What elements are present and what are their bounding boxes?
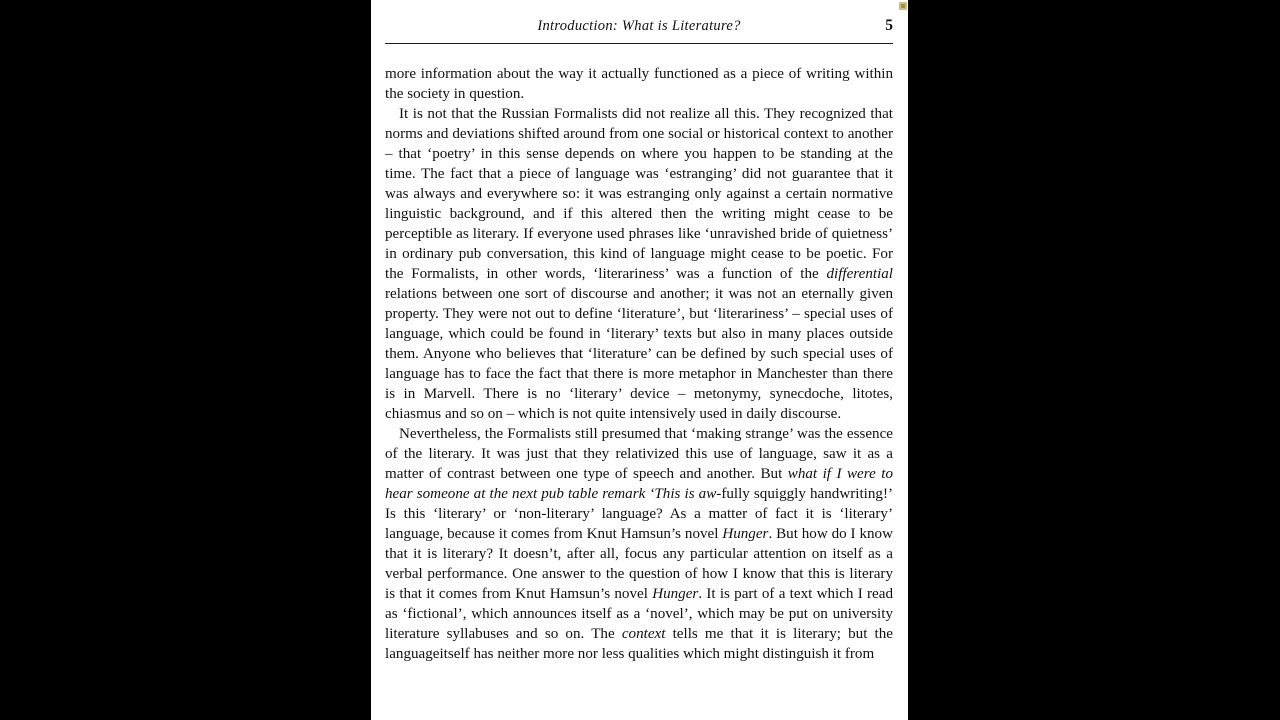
- paragraph-text-cont: tells me that it is literary; but the language: [385, 626, 894, 662]
- paragraph-nevertheless: [385, 424, 893, 664]
- emphasis-differential: differential: [826, 266, 893, 282]
- body-text-column: [385, 64, 893, 664]
- paragraph-continuation: [385, 64, 893, 104]
- emphasis-pub-remark: what if I were to hear someone at the next pub table remark ‘This is aw-: [385, 466, 893, 502]
- paragraph-text: more information about the way it actually functioned as a piece of writing within the society in question.: [385, 66, 893, 102]
- paragraph-text: Nevertheless, the Formalists still presumed that ‘making strange’ was the essence of the literary. It was just that they relativized this use of language, saw it as a matter of contrast between one type of speech and another. But: [385, 426, 893, 482]
- running-head: [385, 18, 893, 44]
- scan-artifact-speck: [899, 2, 907, 10]
- emphasis-hunger-first: Hunger: [722, 526, 769, 542]
- paragraph-text-cont: . It is part of a text which I read as ‘fictional’, which announces itself as a ‘novel’, which may be put on university literature syllabuses and so on. The: [385, 586, 893, 642]
- emphasis-hunger-second: Hunger: [652, 586, 699, 602]
- emphasis-context: context: [621, 626, 666, 642]
- header-rule-divider: [385, 43, 893, 44]
- page-number: 5: [885, 17, 893, 34]
- paragraph-text-cont: . But how do I know that it is literary? It doesn’t, after all, focus any particular attention on itself as a verbal performance. One answer to the question of how I know that this is literary is that it comes from Knut Hamsun’s novel: [385, 526, 893, 602]
- paragraph-text: It is not that the Russian Formalists did not realize all this. They recognized that norms and deviations shifted around from one social or historical context to another – that ‘poetry’ in this sense depends on where you happen to be standing at the time. The fact that a piece of language was ‘estranging’ did not guarantee that it was always and everywhere so: it was estranging only against a certain normative linguistic background, and if this altered then the writing might cease to be perceptible as literary. If everyone used phrases like ‘unravished bride of quietness’ in ordinary pub conversation, this kind of language might cease to be poetic. For the Formalists, in other words, ‘literariness’ was a function of the: [385, 106, 893, 282]
- paragraph-text-clipped: itself has neither more nor less qualities which might distinguish it from: [439, 646, 875, 662]
- page-title: Introduction: What is Literature?: [537, 18, 741, 34]
- book-page-sheet: [371, 0, 908, 720]
- paragraph-text-cont: relations between one sort of discourse and another; it was not an eternally given property. They were not out to define ‘literature’, but ‘literariness’ – special uses of language, which could be found in ‘literary’ texts but also in many places outside them. Anyone who believes that ‘literature’ can be defined by such special uses of language has to face the fact that there is more metaphor in Manchester than there is in Marvell. There is no ‘literary’ device – metonymy, synecdoche, litotes, chiasmus and so on – which is not quite intensively used in daily discourse.: [385, 286, 893, 422]
- paragraph-formalists: [385, 104, 893, 424]
- paragraph-text-cont: fully squiggly handwriting!’ Is this ‘literary’ or ‘non-literary’ language? As a matter of fact it is ‘literary’ language, because it comes from Knut Hamsun’s novel: [385, 486, 893, 542]
